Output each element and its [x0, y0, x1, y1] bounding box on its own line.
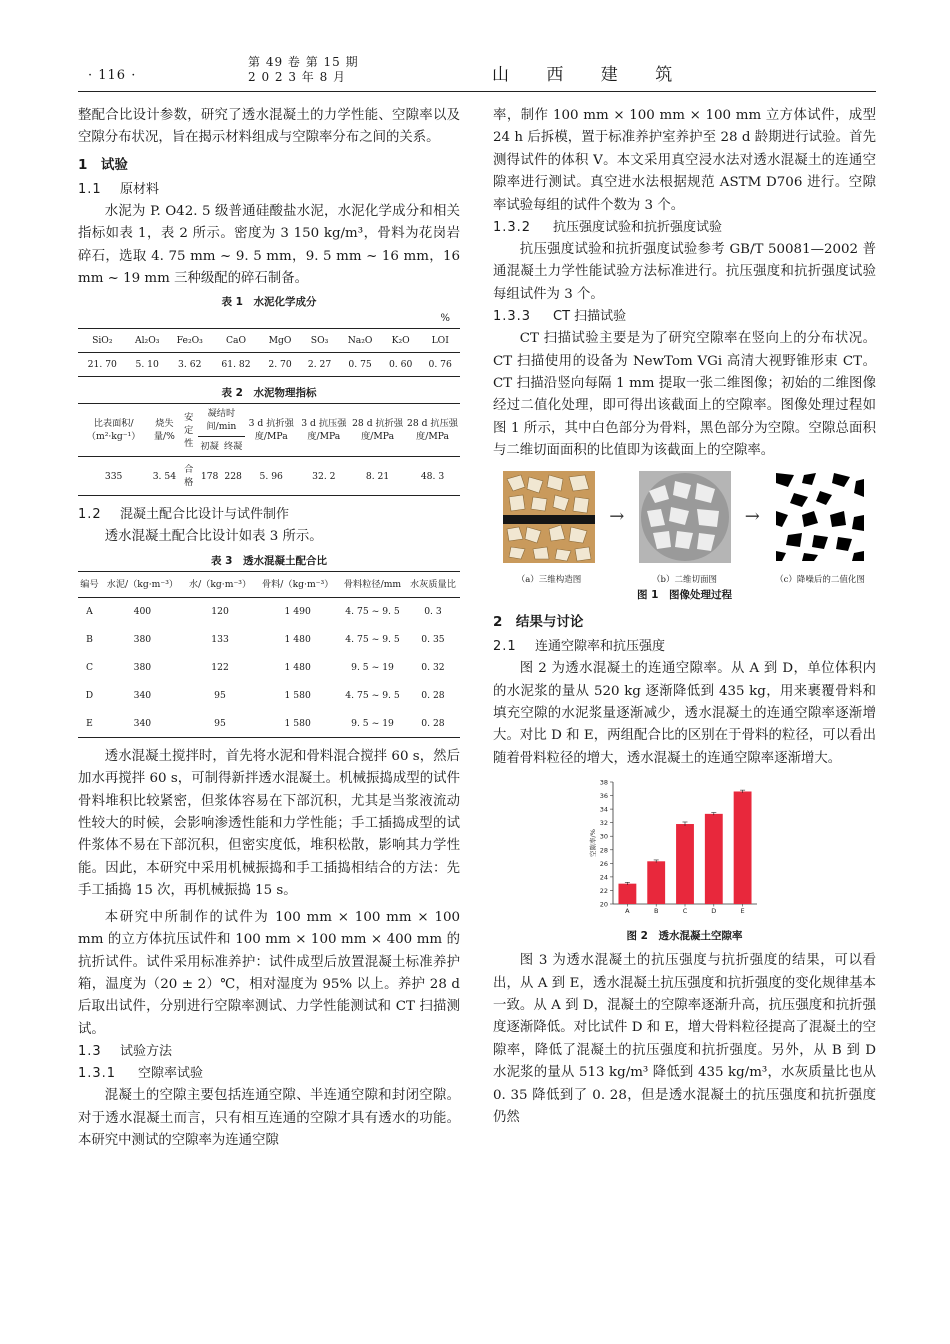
figure-1a — [503, 471, 595, 587]
table-header: MgO — [268, 335, 292, 347]
section-2-1-heading — [493, 636, 876, 658]
y-tick-label: 38 — [599, 778, 608, 787]
arrow-right-icon: → — [609, 505, 625, 527]
table-cell: 400 — [133, 606, 152, 618]
table-3-caption: 表 3 透水混凝土配合比 — [211, 554, 327, 567]
section-1-3-3-heading — [493, 306, 876, 328]
y-tick-label: 32 — [599, 819, 608, 828]
table-cell: 3. 54 — [152, 470, 177, 482]
table-header: 烧失量/% — [153, 418, 175, 443]
y-tick-label: 36 — [599, 792, 608, 801]
ct-test-paragraph: CT 扫描试验主要是为了研究空隙率在竖向上的分布状况。CT 扫描使用的设备为 NewTom VGi 高清大视野锥形束 CT。CT 扫描沿竖向每隔 1 mm 提取一张二维图像；初始的二维图像经过二值化处理，即可得出该截面上的空隙率。图像处理过程如图 1 所示，其中白色部分为骨料，黑色部分为空隙。空隙总面积与二维切面面积的比值即为该截面上的空隙率。 — [493, 331, 876, 459]
porosity-test-paragraph: 混凝土的空隙主要包括连通空隙、半连通空隙和封闭空隙。对于透水混凝土而言，只有相互连通的空隙才具有透水的功能。本研究中测试的空隙率为连通空隙 — [78, 1088, 460, 1148]
volume-issue: 第 49 卷 第 15 期 — [248, 55, 359, 69]
figure-1-caption: 图 1 图像处理过程 — [637, 589, 732, 602]
table-cell: 0. 60 — [388, 359, 413, 371]
section-number: 1.3.2 — [493, 220, 532, 236]
section-title: CT 扫描试验 — [553, 309, 627, 325]
table-cell: B — [86, 633, 93, 645]
bar-E — [733, 792, 751, 905]
section-title: 试验方法 — [120, 1044, 173, 1060]
figure-1 — [493, 471, 876, 587]
table-row — [78, 653, 460, 681]
table-cell: 48. 3 — [420, 470, 445, 482]
x-tick-label: D — [710, 907, 716, 916]
section-title: 空隙率试验 — [138, 1066, 204, 1082]
issue-info — [248, 55, 359, 85]
mixing-paragraph: 透水混凝土搅拌时，首先将水泥和骨料混合搅拌 60 s，然后加水再搅拌 60 s，可制得新拌透水混凝土。机械振捣成型的试件骨料堆积比较紧密，但浆体容易在下部沉积，尤其是当浆液流动性较大的时候，会影响渗透性能和力学性能；手工插捣成型的试件浆体不易在下部沉积，但密实度低，堆积松散，影响其力学性能。因此，本研究中采用机械振捣和手工插捣相结合的方法：先手工插捣 15 次，再机械振捣 15 s。 — [78, 748, 460, 899]
porosity-bar-chart — [585, 776, 785, 926]
section-1-3-1-heading — [78, 1063, 460, 1085]
section-title: 混凝土配合比设计与试件制作 — [120, 507, 290, 523]
table-cell: A — [86, 606, 93, 618]
table-header: CaO — [225, 335, 247, 347]
figure-1b — [639, 471, 731, 587]
porosity-test-continued: 率，制作 100 mm × 100 mm × 100 mm 立方体试件，成型 24 h 后拆模，置于标准养护室养护至 28 d 龄期进行试验。首先测得试件的体积 V。本文采用真空浸水法对透水混凝土的连通空隙率进行测试。真空进水法根据规范 ASTM D706 进行。空隙率试验每组的试件个数为 3 个。 — [493, 108, 876, 213]
table-3-mix-design — [78, 571, 460, 738]
table-1-cement-chemistry — [78, 328, 460, 377]
table-cell: 1 490 — [284, 606, 311, 618]
table-cell: 120 — [211, 606, 229, 618]
section-title: 抗压强度试验和抗折强度试验 — [553, 220, 723, 236]
y-tick-label: 28 — [599, 846, 608, 855]
table-cell: 2. 70 — [268, 359, 292, 371]
binarized-image — [774, 471, 866, 563]
specimen-paragraph: 本研究中所制作的试件为 100 mm × 100 mm × 100 mm 的立方体抗压试件和 100 mm × 100 mm × 400 mm 的抗折试件。试件采用标准养护：试件成型后放置混凝土标准养护箱，温度为（20 ± 2）℃，相对湿度为 95% 以上。养护 28 d 后取出试件，分别进行空隙率测试、力学性能测试和 CT 扫描测试。 — [78, 909, 460, 1037]
figure-1a-label: （a）三维构造图 — [516, 575, 582, 586]
table-cell: 133 — [211, 633, 229, 645]
table-cell: 0. 28 — [421, 689, 445, 701]
table-cell: 2. 27 — [307, 359, 332, 371]
porosity-results-paragraph: 图 2 为透水混凝土的连通空隙率。从 A 到 D，单位体积内的水泥浆的量从 520 kg 逐渐降低到 435 kg，用来裹覆骨料和填充空隙的水泥浆量逐渐减少，透水混凝土的连通空隙率逐渐增大。对比 D 和 E，两组配合比的区别在于骨料的粒径，可以看出随着骨料粒径的增大，透水混凝土的连通空隙率逐渐增大。 — [493, 661, 876, 766]
y-tick-label: 24 — [599, 873, 608, 882]
table-row — [78, 709, 460, 737]
section-number: 1.3 — [78, 1044, 102, 1060]
strength-test-paragraph: 抗压强度试验和抗折强度试验参考 GB/T 50081—2002 普通混凝土力学性能试验方法标准进行。抗压强度和抗折强度试验每组试件为 3 个。 — [493, 242, 876, 302]
strength-results-paragraph: 图 3 为透水混凝土的抗压强度与抗折强度的结果，可以看出，从 A 到 E，透水混凝土抗压强度和抗折强度的变化规律基本一致。从 A 到 D，混凝土的空隙率逐渐升高，抗压强度和抗折强度逐渐降低。对比试件 D 和 E，增大骨料粒径提高了混凝土的空隙率，降低了混凝土的抗压强度和抗折强度。另外，从 B 到 D 水泥浆的量从 513 kg/m³ 降低到 435 kg/m³，水灰质量比也从 0. 35 降低到了 0. 28，但是透水混凝土的抗压强度和抗折强度仍然 — [493, 953, 876, 1125]
table-header: LOI — [431, 335, 449, 347]
table-cell: 0. 3 — [424, 606, 442, 618]
table-cell: 0. 28 — [421, 717, 445, 729]
y-tick-label: 34 — [599, 805, 608, 814]
table-cell: 0. 76 — [428, 359, 452, 371]
table-1-caption: 表 1 水泥化学成分 — [221, 296, 317, 309]
table-cell: 335 — [104, 470, 123, 482]
table-cell: 3. 62 — [178, 359, 202, 371]
table-cell: 5. 10 — [135, 359, 159, 371]
table-header: 3 d 抗折强度/MPa — [248, 418, 294, 443]
table-header: Al₂O₃ — [134, 335, 160, 347]
table-cell: 95 — [214, 689, 226, 701]
table-cell: 0. 35 — [421, 633, 445, 645]
y-tick-label: 30 — [599, 832, 608, 841]
table-header: Na₂O — [347, 335, 373, 347]
table-row — [78, 625, 460, 653]
table-cell: 4. 75 ~ 9. 5 — [345, 606, 400, 618]
table-header: 骨料粒径/mm — [343, 578, 402, 590]
section-number: 1.1 — [78, 181, 102, 197]
mix-intro: 透水混凝土配合比设计如表 3 所示。 — [104, 529, 323, 545]
table-header: 28 d 抗折强度/MPa — [352, 418, 404, 443]
section-title: 原材料 — [120, 181, 160, 197]
table-header: 终凝 — [223, 441, 243, 453]
right-column — [493, 105, 876, 1129]
figure-1c — [774, 471, 866, 587]
journal-title: 山 西 建 筑 — [492, 65, 689, 85]
table-cell: 1 480 — [284, 633, 311, 645]
table-cell: 122 — [211, 661, 229, 673]
table-cell: 5. 96 — [259, 470, 283, 482]
table-cell: 32. 2 — [312, 470, 336, 482]
page-header — [78, 52, 876, 92]
table-cell: 4. 75 ~ 9. 5 — [345, 633, 400, 645]
bar-D — [704, 814, 722, 904]
figure-1c-label: （c）降噪后的二值化图 — [775, 575, 865, 586]
table-header: 水泥/（kg·m⁻³） — [106, 578, 179, 590]
table-header: K₂O — [391, 335, 410, 347]
section-title: 连通空隙率和抗压强度 — [535, 639, 666, 655]
table-cell: 340 — [133, 689, 152, 701]
table-cell: 9. 5 ~ 19 — [351, 661, 394, 673]
intro-paragraph: 整配合比设计参数，研究了透水混凝土的力学性能、空隙率以及空隙分布状况，旨在揭示材料组成与空隙率分布之间的关系。 — [78, 108, 460, 146]
table-header: 骨料/（kg·m⁻³） — [261, 578, 334, 590]
figure-2 — [493, 776, 876, 926]
table-cell: 1 580 — [284, 689, 311, 701]
bar-C — [676, 824, 694, 904]
table-header: 3 d 抗压强度/MPa — [301, 418, 347, 443]
table-header: 水/（kg·m⁻³） — [188, 578, 252, 590]
table-header: 比表面积/（m²·kg⁻¹） — [86, 418, 141, 443]
section-1-heading: 1 试验 — [78, 156, 128, 173]
table-cell: 178 — [200, 470, 219, 482]
table-cell: 21. 70 — [87, 359, 117, 371]
table-cell: 228 — [224, 470, 242, 482]
table-cell: 0. 75 — [348, 359, 372, 371]
section-number: 1.3.1 — [78, 1066, 117, 1082]
table-cell: 61. 82 — [221, 359, 251, 371]
3d-specimen-image — [503, 471, 595, 563]
section-1-3-heading — [78, 1041, 460, 1063]
table-cell: 9. 5 ~ 19 — [351, 717, 394, 729]
section-number: 1.2 — [78, 507, 102, 523]
bar-B — [647, 861, 665, 904]
table-2-cement-physical — [78, 403, 460, 496]
arrow-right-icon: → — [744, 505, 760, 527]
table-header: 28 d 抗压强度/MPa — [407, 418, 458, 443]
y-tick-label: 26 — [599, 859, 608, 868]
x-tick-label: C — [682, 907, 687, 916]
table-cell: 4. 75 ~ 9. 5 — [345, 689, 400, 701]
table-row — [78, 681, 460, 709]
section-number: 1.3.3 — [493, 309, 532, 325]
materials-paragraph: 水泥为 P. O42. 5 级普通硅酸盐水泥，水泥化学成分和相关指标如表 1，表 2 所示。密度为 3 150 kg/m³，骨料为花岗岩碎石，选取 4. 75 mm ~ 9. 5 mm，9. 5 mm ~ 16 mm，16 mm ~ 19 mm 三种级配的碎石制备。 — [78, 203, 460, 287]
figure-2-caption: 图 2 透水混凝土空隙率 — [626, 930, 743, 943]
table-2-caption: 表 2 水泥物理指标 — [221, 387, 317, 400]
table-cell: D — [85, 689, 94, 701]
table-cell: C — [85, 661, 93, 673]
bar-A — [618, 884, 636, 904]
table-cell: 合格 — [184, 464, 194, 489]
2d-slice-image — [639, 471, 731, 563]
table-header: 编号 — [80, 578, 99, 590]
table-header: 安定性 — [184, 411, 194, 449]
section-1-1-heading — [78, 179, 460, 201]
table-header: 水灰质量比 — [409, 578, 456, 590]
section-1-3-2-heading — [493, 217, 876, 239]
publish-date: 2 0 2 3 年 8 月 — [248, 70, 347, 84]
y-axis-label: 空隙率/% — [588, 829, 597, 858]
y-tick-label: 22 — [599, 887, 608, 896]
table-header: Fe₂O₃ — [176, 335, 203, 347]
table-header: 凝结时间/min — [198, 404, 245, 437]
table-header: SO₃ — [310, 335, 329, 347]
table-1-unit: % — [440, 313, 450, 325]
table-cell: 380 — [133, 661, 152, 673]
table-cell: 1 480 — [284, 661, 311, 673]
table-cell: E — [86, 717, 93, 729]
y-tick-label: 20 — [599, 900, 608, 909]
section-1-2-heading — [78, 504, 460, 526]
x-tick-label: E — [740, 907, 745, 916]
table-cell: 95 — [214, 717, 226, 729]
left-column — [78, 105, 460, 1152]
table-row — [78, 597, 460, 625]
x-tick-label: A — [624, 907, 630, 916]
table-header: 初凝 — [200, 441, 219, 453]
table-cell: 8. 21 — [365, 470, 390, 482]
page-number: · 116 · — [88, 68, 137, 83]
table-header: SiO₂ — [92, 335, 113, 347]
table-cell: 340 — [133, 717, 152, 729]
table-cell: 0. 32 — [421, 661, 445, 673]
section-2-heading: 2 结果与讨论 — [493, 614, 584, 631]
table-cell: 380 — [133, 633, 152, 645]
table-cell: 1 580 — [284, 717, 311, 729]
figure-1b-label: （b）二维切面图 — [652, 575, 717, 586]
x-tick-label: B — [653, 907, 658, 916]
section-number: 2.1 — [493, 639, 517, 655]
